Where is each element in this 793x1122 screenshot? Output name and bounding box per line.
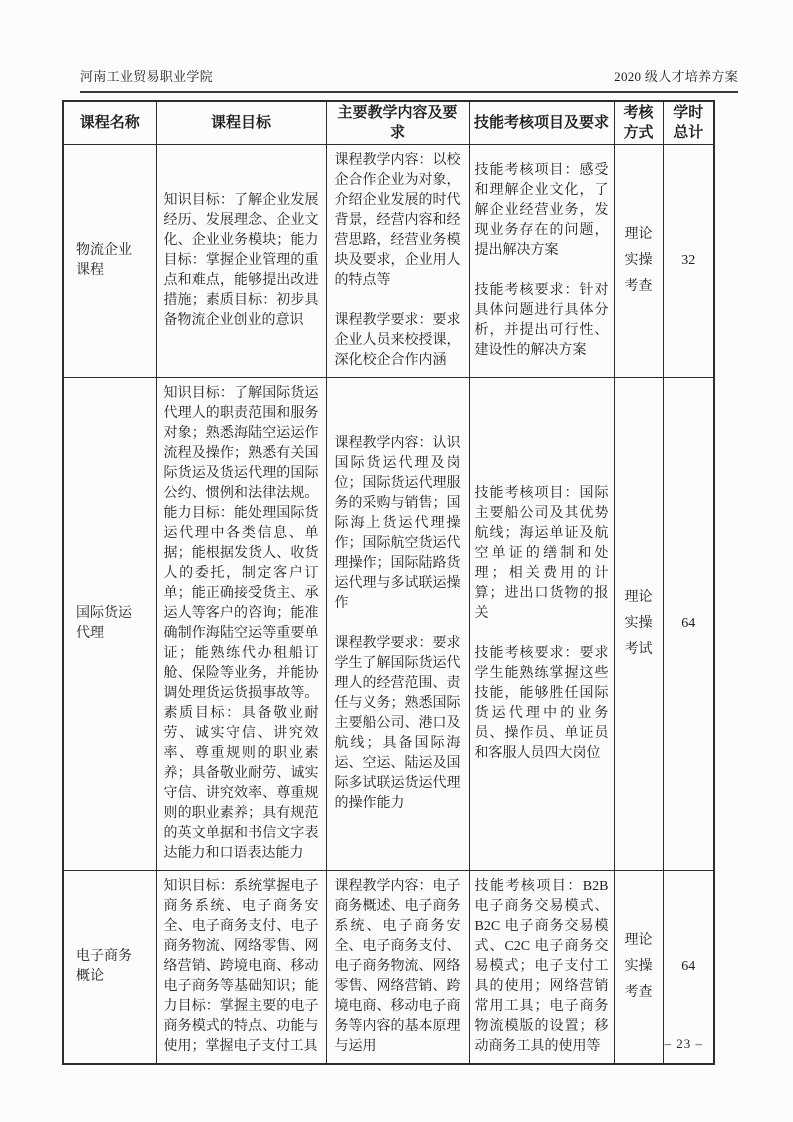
assessment-items-cell xyxy=(469,871,614,1065)
teaching-content-paragraph: 课程教学内容：以校企合作企业为对象，介绍企业发展的时代背景，经营内容和经营思路，经营业务模块及要求，企业用人的特点等 xyxy=(334,153,461,288)
teaching-content-cell xyxy=(326,378,469,871)
assessment-item-paragraph: 技能考核项目：B2B 电子商务交易模式、B2C 电子商务交易模式、C2C 电子商务交易模式；电子支付工具的使用；网络营销常用工具；电子商务物流模版的设置；移动商务工具的使用等 xyxy=(474,879,609,1054)
table-row-ecommerce-introduction xyxy=(63,871,714,1065)
objectives-paragraph: 知识目标：了解企业发展经历、发展理念、企业文化、企业业务模块；能力目标：掌握企业管理的重点和难点，能够提出改进措施；素质目标：初步具备物流企业创业的意识 xyxy=(163,193,319,328)
total-hours-cell: 32 xyxy=(663,145,714,378)
table-header-row xyxy=(63,101,714,145)
col-header-assessment-method: 考核方式 xyxy=(614,101,663,145)
objectives-paragraph: 知识目标：系统掌握电子商务系统、电子商务安全、电子商务支付、电子商务物流、网络零售、网络营销、跨境电商、移动电子商务等基础知识；能力目标：掌握主要的电子商务模式的特点、功能与使用；掌握电子支付工具 xyxy=(163,879,319,1054)
assessment-method-line: 考查 xyxy=(624,985,653,1000)
col-header-objectives: 课程目标 xyxy=(156,101,326,145)
assessment-method-line: 实操 xyxy=(624,959,653,974)
teaching-content-paragraph: 课程教学内容：电子商务概述、电子商务系统、电子商务安全、电子商务支付、电子商务物流、网络零售、网络营销、跨境电商、移动电子商务等内容的基本原理与运用 xyxy=(334,879,461,1054)
total-hours-cell: 64 xyxy=(663,871,714,1065)
course-table xyxy=(62,100,715,1065)
assessment-items-cell xyxy=(469,378,614,871)
objectives-cell xyxy=(156,378,326,871)
objectives-cell xyxy=(156,871,326,1065)
assessment-method-cell xyxy=(614,378,663,871)
assessment-item-paragraph: 技能考核项目：国际主要船公司及其优势航线；海运单证及航空单证的缮制和处理；相关费用的计算；进出口货物的报关 xyxy=(474,486,609,621)
assessment-item-paragraph: 技能考核项目：感受和理解企业文化，了解企业经营业务，发现业务存在的问题，提出解决方案 xyxy=(474,163,609,258)
course-name-cell: 物流企业课程 xyxy=(63,145,156,378)
col-header-total-hours: 学时总计 xyxy=(663,101,714,145)
objectives-cell xyxy=(156,145,326,378)
teaching-content-paragraph: 课程教学内容：认识国际货运代理及岗位；国际货运代理服务的采购与销售；国际海上货运代理操作；国际航空货运代理操作；国际陆路货运代理与多试联运操作 xyxy=(334,436,461,611)
assessment-method-line: 实操 xyxy=(624,253,653,268)
assessment-requirement-paragraph: 技能考核要求：针对具体问题进行具体分析，并提出可行性、建设性的解决方案 xyxy=(474,283,609,358)
assessment-items-cell xyxy=(469,145,614,378)
col-header-teaching-content: 主要教学内容及要求 xyxy=(326,101,469,145)
col-header-course-name: 课程名称 xyxy=(63,101,156,145)
assessment-method-line: 实操 xyxy=(624,616,653,631)
teaching-requirement-paragraph: 课程教学要求：要求学生了解国际货运代理人的经营范围、责任与义务；熟悉国际主要船公司、港口及航线；具备国际海运、空运、陆运及国际多试联运货运代理的操作能力 xyxy=(334,636,461,811)
course-name-cell: 国际货运代理 xyxy=(63,378,156,871)
assessment-method-line: 理论 xyxy=(624,227,653,242)
teaching-content-cell xyxy=(326,145,469,378)
assessment-method-line: 考查 xyxy=(624,279,653,294)
teaching-requirement-paragraph: 课程教学要求：要求企业人员来校授课，深化校企合作内涵 xyxy=(334,313,461,368)
assessment-method-line: 考试 xyxy=(624,642,653,657)
assessment-method-line: 理论 xyxy=(624,933,653,948)
total-hours-cell: 64 xyxy=(663,378,714,871)
header-school-name: 河南工业贸易职业学院 xyxy=(80,69,214,84)
page-header xyxy=(80,66,738,93)
assessment-method-cell xyxy=(614,871,663,1065)
assessment-method-line: 理论 xyxy=(624,590,653,605)
header-doc-title: 2020 级人才培养方案 xyxy=(614,69,738,84)
assessment-method-cell xyxy=(614,145,663,378)
table-row-logistics-enterprise-course xyxy=(63,145,714,378)
col-header-assessment-items: 技能考核项目及要求 xyxy=(469,101,614,145)
teaching-content-cell xyxy=(326,871,469,1065)
course-name-cell: 电子商务概论 xyxy=(63,871,156,1065)
objectives-paragraph: 知识目标：了解国际货运代理人的职责范围和服务对象；熟悉海陆空运运作流程及操作；熟悉有关国际货运及货运代理的国际公约、惯例和法律法规。能力目标：能处理国际货运代理中各类信息、单据；能根据发货人、收货人的委托，制定客户订单；能正确接受货主、承运人等客户的咨询；能准确制作海陆空运等重要单证；能熟练代办租船订舱、保险等业务，并能协调处理货运货损事故等。素质目标：具备敬业耐劳、诚实守信、讲究效率、尊重规则的职业素养；具备敬业耐劳、诚实守信、讲究效率、尊重规则的职业素养；具有规范的英文单据和书信文字表达能力和口语表达能力 xyxy=(163,386,319,861)
page-number: – 23 – xyxy=(664,1036,703,1051)
table-row-international-freight-forwarding xyxy=(63,378,714,871)
assessment-requirement-paragraph: 技能考核要求：要求学生能熟练掌握这些技能，能够胜任国际货运代理中的业务员、操作员、单证员和客服人员四大岗位 xyxy=(474,646,609,761)
